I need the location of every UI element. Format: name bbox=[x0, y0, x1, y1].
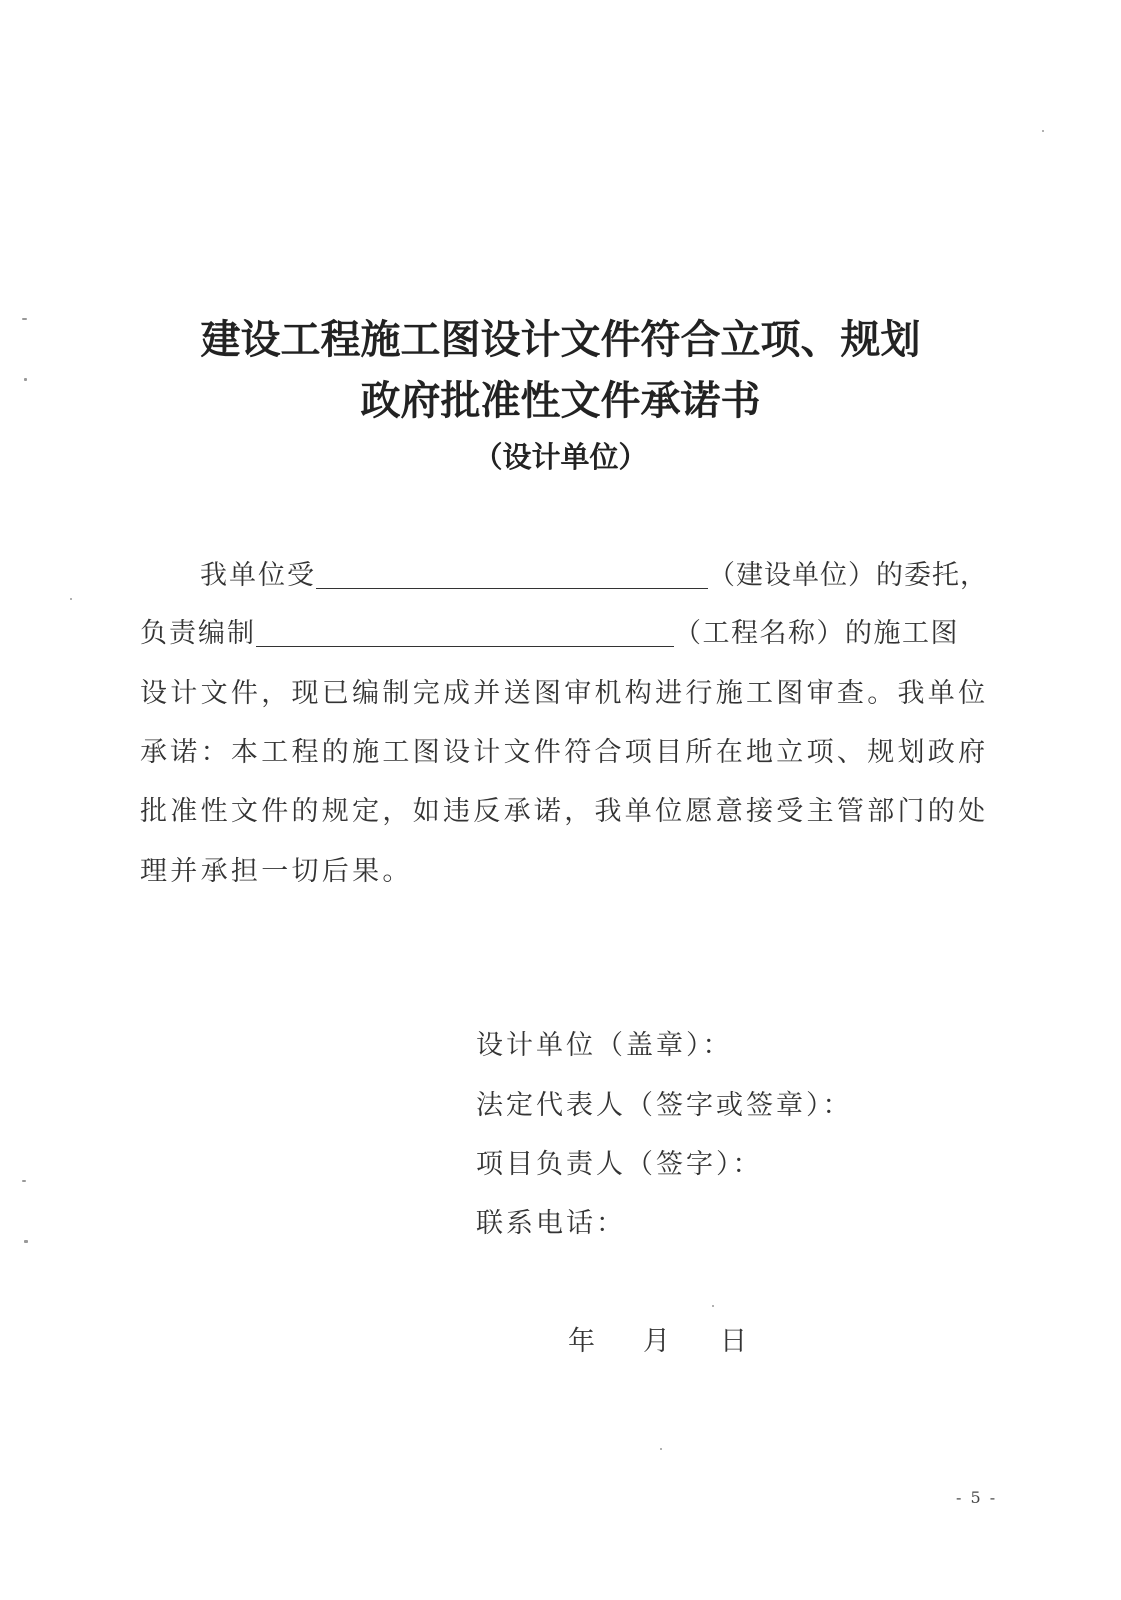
document-title-line1: 建设工程施工图设计文件符合立项、规划 bbox=[200, 316, 921, 363]
construction-unit-blank bbox=[316, 564, 708, 589]
page-number: - 5 - bbox=[956, 1488, 998, 1507]
document-title-line2: 政府批准性文件承诺书 bbox=[360, 377, 761, 424]
body-line-1-prefix: 我单位受 bbox=[200, 560, 316, 591]
body-line-4: 承诺：本工程的施工图设计文件符合项目所在地立项、规划政府 bbox=[140, 737, 989, 768]
scan-speck bbox=[712, 1305, 714, 1307]
design-unit-seal-label: 设计单位（盖章）： bbox=[476, 1030, 733, 1061]
body-line-3: 设计文件，现已编制完成并送图审机构进行施工图审查。我单位 bbox=[140, 678, 989, 709]
legal-representative-label: 法定代表人（签字或签章）： bbox=[476, 1090, 853, 1121]
scan-speck bbox=[24, 378, 27, 381]
scan-speck bbox=[70, 598, 72, 600]
project-name-blank bbox=[256, 622, 674, 647]
body-line-2-prefix: 负责编制 bbox=[140, 618, 256, 649]
scan-speck bbox=[24, 1240, 28, 1243]
date-month: 月 bbox=[643, 1326, 670, 1357]
project-lead-label: 项目负责人（签字）： bbox=[476, 1149, 763, 1180]
body-line-1 bbox=[200, 562, 988, 589]
body-line-5: 批准性文件的规定，如违反承诺，我单位愿意接受主管部门的处 bbox=[140, 796, 989, 827]
body-line-2 bbox=[140, 620, 959, 647]
document-subtitle: （设计单位） bbox=[473, 440, 648, 474]
date-day: 日 bbox=[720, 1326, 747, 1357]
body-line-1-suffix: （建设单位）的委托， bbox=[708, 560, 988, 591]
scan-speck bbox=[1042, 130, 1044, 132]
contact-phone-label: 联系电话： bbox=[476, 1208, 626, 1239]
scan-speck bbox=[660, 1448, 662, 1450]
date-year: 年 bbox=[568, 1326, 595, 1357]
scan-speck bbox=[22, 318, 27, 320]
scan-speck bbox=[22, 1180, 26, 1182]
body-line-6: 理并承担一切后果。 bbox=[140, 856, 413, 887]
body-line-2-suffix: （工程名称）的施工图 bbox=[674, 618, 959, 649]
